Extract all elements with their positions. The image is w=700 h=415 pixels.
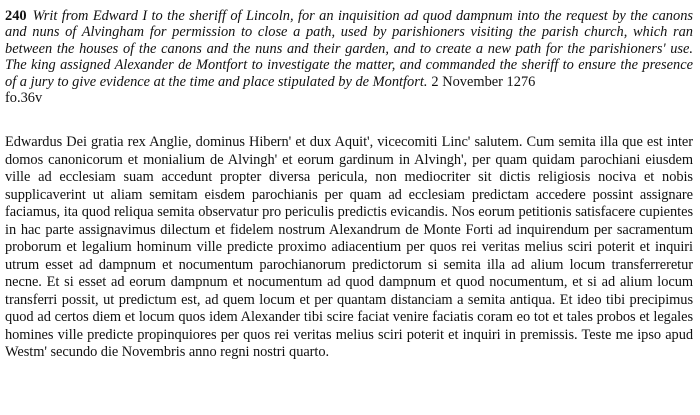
- entry-number: 240: [5, 8, 27, 24]
- folio-reference: fo.36v: [5, 90, 43, 107]
- document-page: [5, 8, 693, 362]
- entry-summary: Writ from Edward I to the sheriff of Lincoln, for an inquisition ad quod dampnum into the request by the canons and nuns of Alvingham for permission to close a path, used by parishioners visiting the parish church, which ran between the houses of the canons and the nuns and their garden, and to create a new path for the parishioners' use. The king assigned Alexander de Montfort to investigate the matter, and commanded the sheriff to ensure the presence of a jury to give evidence at the time and place stipulated by de Montfort.: [5, 8, 693, 90]
- entry-date: 2 November 1276: [431, 73, 536, 90]
- entry-header: [5, 8, 693, 90]
- latin-transcription: Edwardus Dei gratia rex Anglie, dominus Hibern' et dux Aquit', vicecomiti Linc' salutem. Cum semita illa que est inter domos canonicorum et monialium de Alvingh' et eorum gardinum in Alvingh', per quam quidam parochiani eiusdem ville ad ecclesiam suam accedunt propter diversa pericula, non mediocriter sit dictis religiosis nociva et nobis supplicaverint ut aliam semitam eisdem parochianis per quam ad ecclesiam predictam accedere possint assignare faciamus, ita quod reliqua semita observatur pro periculis predictis evicandis. Nos eorum petitionis satisfacere cupientes in hac parte assignavimus dilectum et fidelem nostrum Alexandrum de Monte Forti ad inquirendum per sacramentum proborum et legalium hominum ville predicte proximo adiacentium per quos rei veritas melius sciri poterit et inquiri utrum esset ad dampnum et nocumentum parochianorum predictorum si semita illa ad alium locum transferreretur necne. Et si esset ad eorum dampnum et nocumentum ad quod dampnum et quod nocumentum, et si ad alium locum transferri possit, ut predictum est, ad quem locum et per quantam distanciam a semita antiqua. Et ideo tibi precipimus quod ad certos diem et locum quos idem Alexander tibi scire faciat venire faciatis coram eo tot et tales probos et legales homines ville predicte propinquiores per quos rei veritas melius sciri poterit et inquiri in premissis. Teste me ipso apud Westm' secundo die Novembris anno regni nostri quarto.: [5, 134, 693, 361]
